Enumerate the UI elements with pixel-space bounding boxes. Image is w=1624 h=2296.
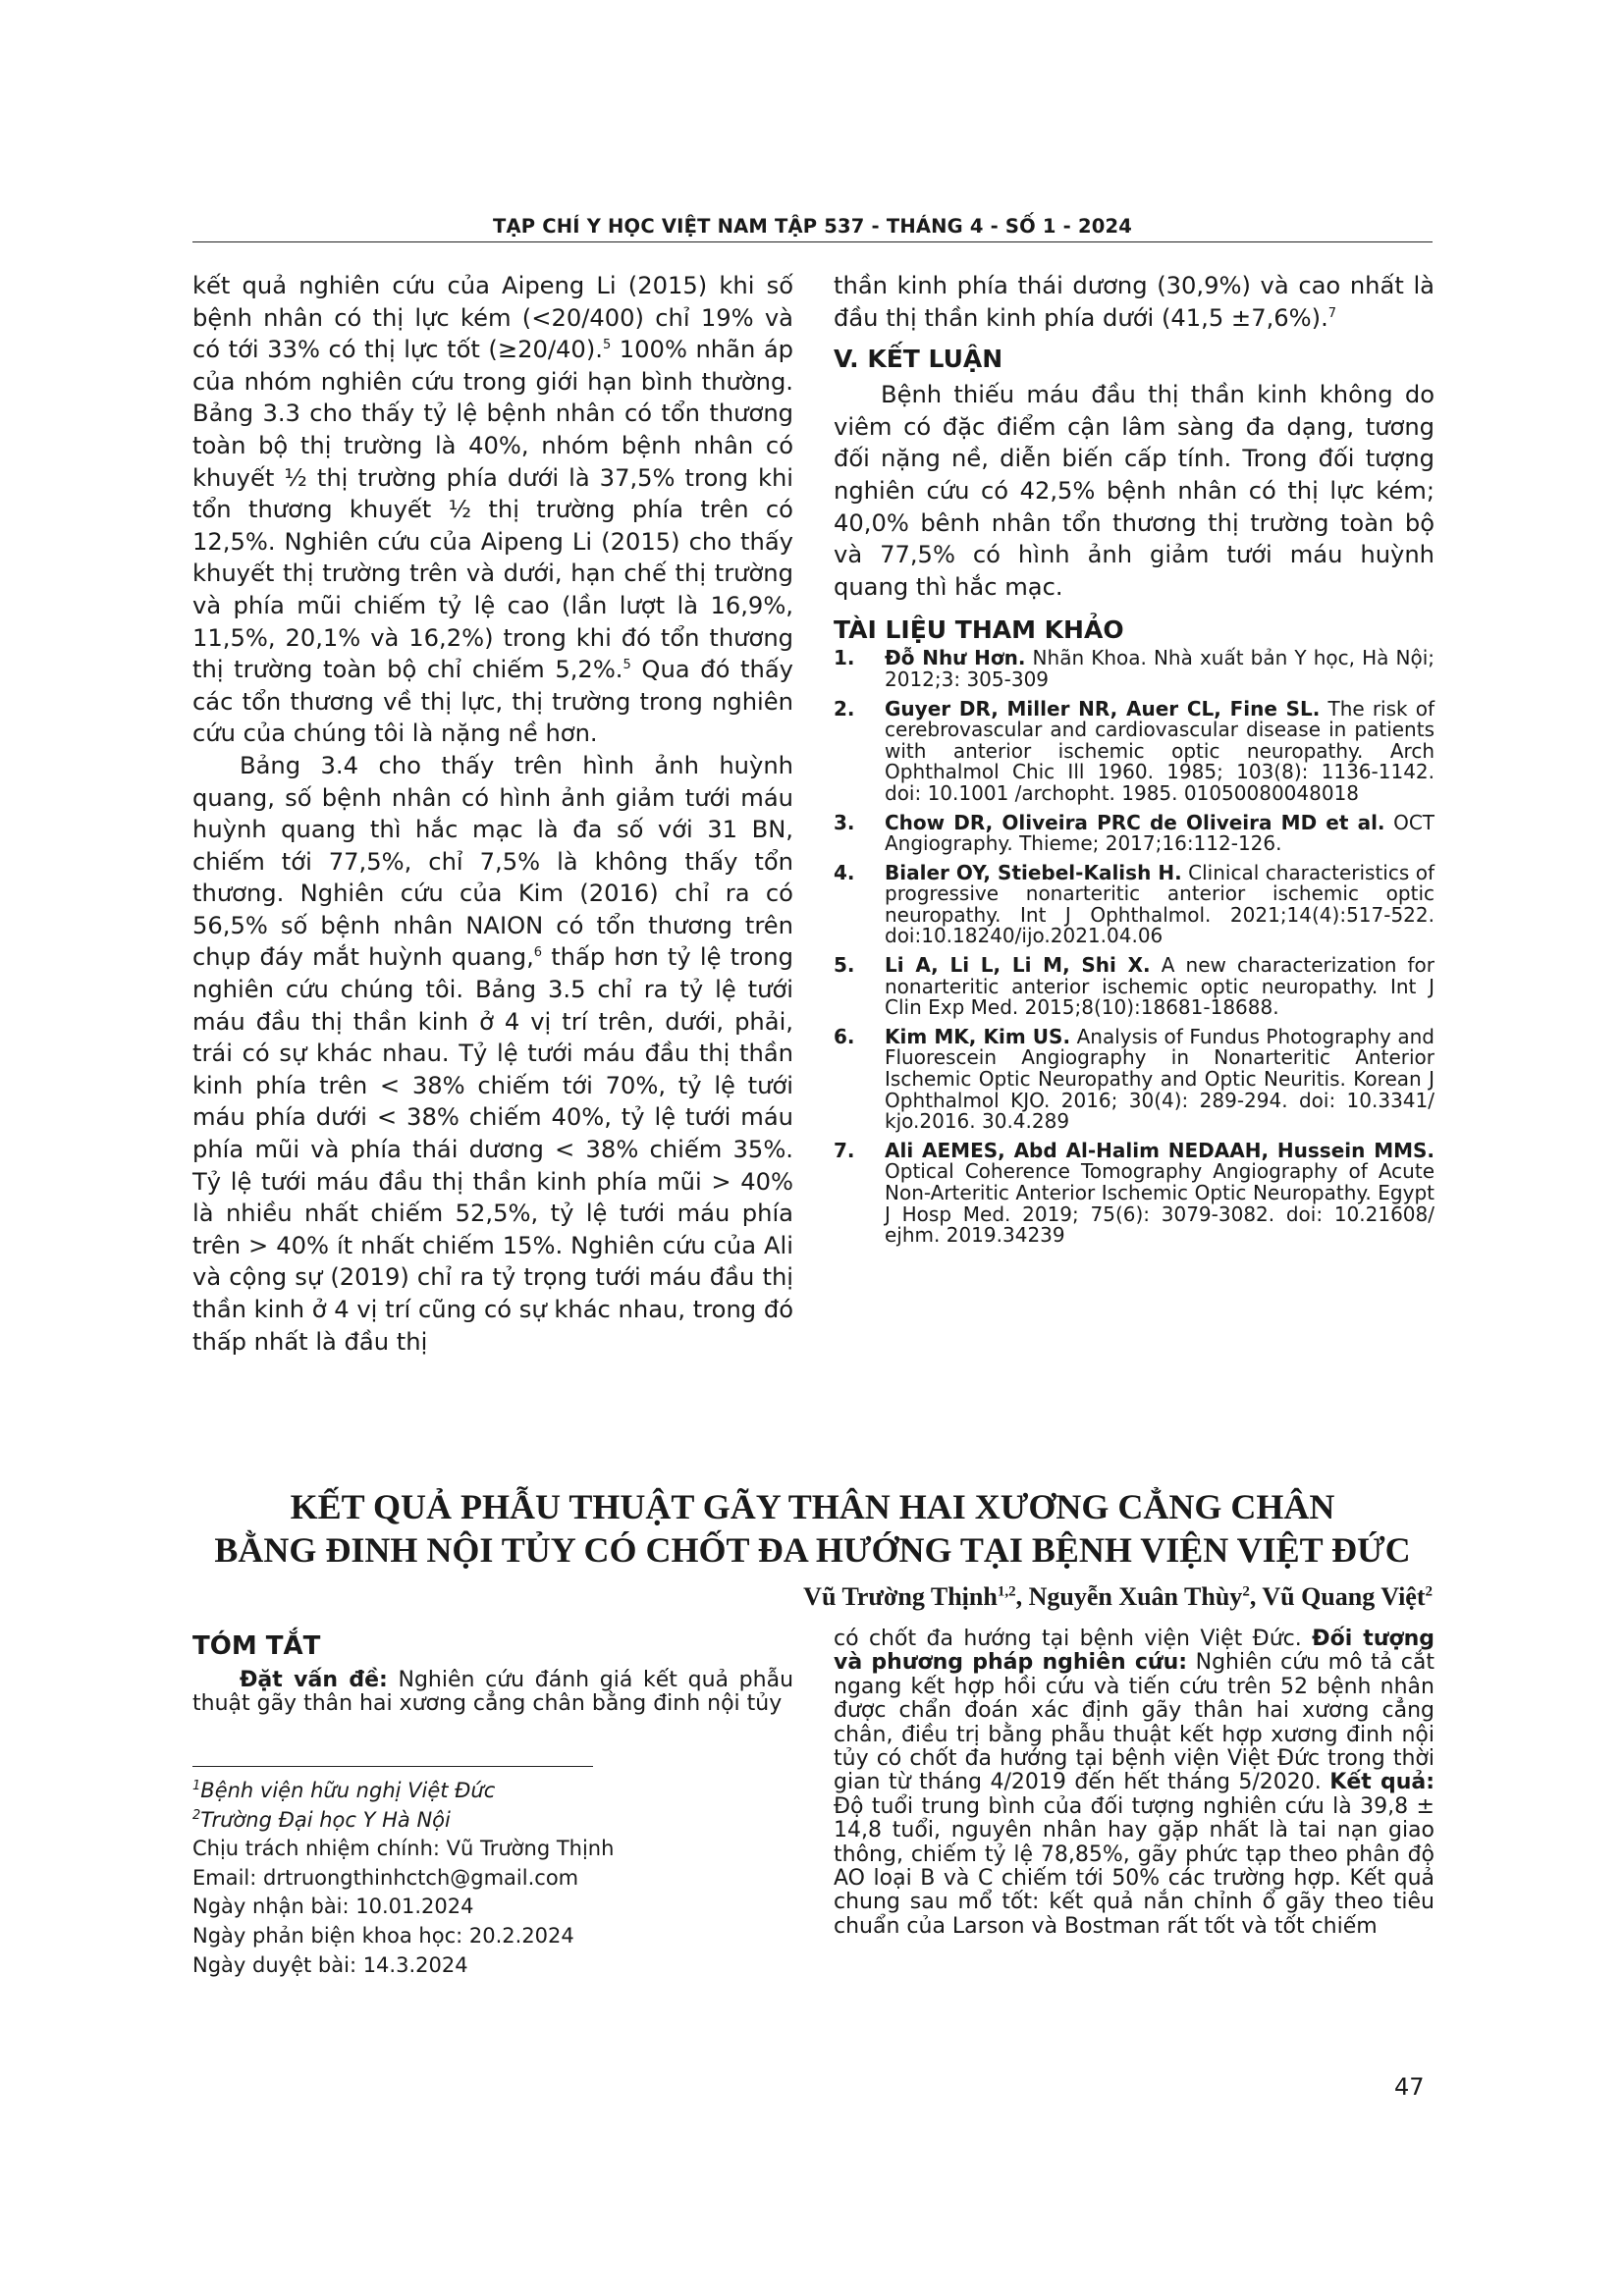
page-number: 47 (1394, 2073, 1425, 2101)
header-rule (192, 241, 1433, 242)
article-title (192, 1485, 1433, 1572)
date-accepted: Ngày duyệt bài: 14.3.2024 (192, 1952, 468, 1977)
author-name: Nguyễn Xuân Thùy (1028, 1582, 1243, 1611)
date-received: Ngày nhận bài: 10.01.2024 (192, 1895, 474, 1919)
conclusion-paragraph: Bệnh thiếu máu đầu thị thần kinh không do viêm có đặc điểm cận lâm sàng đa dạng, tương đối nặng nề, diễn biến cấp tính. Trong đối tượng nghiên cứu có 42,5% bệnh nhân có thị lực kém; 40,0% bênh nhân tổn thương thị trường toàn bộ và 77,5% có hình ảnh giảm tưới máu huỳnh quang thì hắc mạc. (834, 381, 1435, 601)
footnotes (192, 1777, 793, 1980)
discussion-paragraph-2: Bảng 3.4 cho thấy trên hình ảnh huỳnh quang, số bệnh nhân có hình ảnh giảm tưới máu huỳnh quang thì hắc mạc là đa số với 31 BN, chiếm tới 77,5%, chỉ 7,5% là không thấy tổn thương. Nghiên cứu của Kim (2016) chỉ ra có 56,5% số bệnh nhân NAION có tổn thương trên chụp đáy mắt huỳnh quang,$^6$ thấp hơn tỷ lệ trong nghiên cứu chúng tôi. Bảng 3.5 chỉ ra tỷ lệ tưới máu đầu thị thần kinh ở 4 vị trí trên, dưới, phải, trái có sự khác nhau. Tỷ lệ tưới máu đầu thị thần kinh phía trên < 38% chiếm tới 70%, tỷ lệ tưới máu phía dưới < 38% chiếm 40%, tỷ lệ tưới máu phía mũi và phía thái dương < 38% chiếm 35%. Tỷ lệ tưới máu đầu thị thần kinh phía mũi > 40% là nhiều nhất chiếm 52,5%, tỷ lệ tưới máu phía trên > 40% ít nhất chiếm 15%. Nghiên cứu của Ali và cộng sự (2019) chỉ ra tỷ trọng tưới máu đầu thị thần kinh ở 4 vị trí cũng có sự khác nhau, trong đó thấp nhất là đầu thị (192, 751, 793, 1356)
article-title-line-2: BẰNG ĐINH NỘI TỦY CÓ CHỐT ĐA HƯỚNG TẠI BỆNH VIỆN VIỆT ĐỨC (214, 1530, 1411, 1570)
discussion-paragraph-1: kết quả nghiên cứu của Aipeng Li (2015) khi số bệnh nhân có thị lực kém (<20/400) chỉ 19% và có tới 33% có thị lực tốt (≥20/40).$^5$ 100% nhãn áp của nhóm nghiên cứu trong giới hạn bình thường. Bảng 3.3 cho thấy tỷ lệ bệnh nhân có tổn thương toàn bộ thị trường là 40%, nhóm bệnh nhân có khuyết ½ thị trường phía dưới là 37,5% trong khi tổn thương khuyết ½ thị trường phía trên có 12,5%. Nghiên cứu của Aipeng Li (2015) cho thấy khuyết thị trường trên và dưới, hạn chế thị trường và phía mũi chiếm tỷ lệ cao (lần lượt là 16,9%, 11,5%, 20,1% và 16,2%) trong khi đó tổn thương thị trường toàn bộ chỉ chiếm 5,2%.$^5$ Qua đó thấy các tổn thương về thị lực, thị trường trong nghiên cứu của chúng tôi là nặng nề hơn. (192, 272, 793, 748)
reference-item: 5. Li A, Li L, Li M, Shi X. A new characterization for nonarteritic anterior ischemic optic neuropathy. Int J Clin Exp Med. 2015;8(10):18681-18688. (834, 953, 1435, 1020)
date-reviewed: Ngày phản biện khoa học: 20.2.2024 (192, 1923, 574, 1948)
journal-header: TẠP CHÍ Y HỌC VIỆT NAM TẬP 537 - THÁNG 4 - SỐ 1 - 2024 (492, 215, 1133, 238)
citation-superscript: 6 (533, 945, 543, 961)
reference-item: 7. Ali AEMES, Abd Al-Halim NEDAAH, Hussein MMS. Optical Coherence Tomography Angiography of Acute Non-Arteritic Anterior Ischemic Optic Neuropathy. Egypt J Hosp Med. 2019; 75(6): 3079-3082. doi: 10.21608/ ejhm. 2019.34239 (834, 1138, 1435, 1248)
citation-superscript: 5 (602, 338, 612, 353)
discussion-continuation: thần kinh phía thái dương (30,9%) và cao nhất là đầu thị thần kinh phía dưới (41,5 ±7,6%).$^7$ (834, 272, 1435, 332)
reference-item: 4. Bialer OY, Stiebel-Kalish H. Clinical characteristics of progressive nonarteritic anterior ischemic optic neuropathy. Int J Ophthalmol. 2021;14(4):517-522. doi:10.18240/ijo.2021.04.06 (834, 860, 1435, 948)
citation-superscript: 7 (1327, 305, 1337, 321)
right-column (834, 270, 1435, 1255)
author-affiliation: 2 (1242, 1583, 1250, 1600)
footnote-rule (192, 1766, 593, 1767)
abstract-text-continued: có chốt đa hướng tại bệnh viện Việt Đức. Đối tượng và phương pháp nghiên cứu: Nghiên cứu mô tả cắt ngang kết hợp hồi cứu và tiến cứu trên 52 bệnh nhân được chẩn đoán xác định gãy thân hai xương cẳng chân, điều trị bằng phẫu thuật kết hợp xương đinh nội tủy có chốt đa hướng tại bệnh viện Việt Đức trong thời gian từ tháng 4/2019 đến hết tháng 5/2020. Kết quả: Độ tuổi trung bình của đối tượng nghiên cứu là 39,8 ± 14,8 tuổi, nguyên nhân hay gặp nhất là tai nạn giao thông, chiếm tỷ lệ 78,85%, gãy phức tạp theo phân độ AO loại B và C chiếm tới 50% các trường hợp. Kết quả chung sau mổ tốt: kết quả nắn chỉnh ổ gãy theo tiêu chuẩn của Larson và Bostman rất tốt và tốt chiếm (834, 1627, 1435, 1939)
reference-item: 6. Kim MK, Kim US. Analysis of Fundus Photography and Fluorescein Angiography in Nonarteritic Anterior Ischemic Optic Neuropathy and Optic Neuritis. Korean J Ophthalmol KJO. 2016; 30(4): 289-294. doi: 10.3341/ kjo.2016. 30.4.289 (834, 1024, 1435, 1134)
reference-item: 3. Chow DR, Oliveira PRC de Oliveira MD et al. OCT Angiography. Thieme; 2017;16:112-126. (834, 810, 1435, 856)
article-authors: Vũ Trường Thịnh$^{1,2}$, Nguyễn Xuân Thùy$^2$, Vũ Quang Việt$^2$ (803, 1582, 1433, 1611)
left-column (192, 270, 793, 1358)
affiliation-2: $^2$Trường Đại học Y Hà Nội (192, 1807, 451, 1832)
citation-superscript: 5 (623, 658, 631, 673)
abstract-heading: TÓM TẮT (192, 1631, 321, 1661)
abstract-text-start: Đặt vấn đề: Nghiên cứu đánh giá kết quả phẫu thuật gãy thân hai xương cẳng chân bằng đinh nội tủy (192, 1668, 794, 1717)
author-name: Vũ Quang Việt (1262, 1582, 1426, 1611)
reference-item: 1. Đỗ Như Hơn. Nhãn Khoa. Nhà xuất bản Y học, Hà Nội; 2012;3: 305-309 (834, 646, 1435, 691)
abstract-right (834, 1628, 1435, 1939)
reference-list (834, 648, 1435, 1246)
contact-email: Email: drtruongthinhctch@gmail.com (192, 1865, 579, 1890)
article-title-line-1: KẾT QUẢ PHẪU THUẬT GÃY THÂN HAI XƯƠNG CẲNG CHÂN (290, 1487, 1335, 1526)
abstract-left (192, 1631, 793, 1717)
author-affiliation: 1,2 (997, 1583, 1016, 1600)
conclusion-heading: V. KẾT LUẬN (834, 345, 1003, 374)
references-heading: TÀI LIỆU THAM KHẢO (834, 615, 1124, 645)
affiliation-1: $^1$Bệnh viện hữu nghị Việt Đức (192, 1779, 496, 1802)
reference-item: 2. Guyer DR, Miller NR, Auer CL, Fine SL. The risk of cerebrovascular and cardiovascular disease in patients with anterior ischemic optic neuropathy. Arch Ophthalmol Chic Ill 1960. 1985; 103(8): 1136-1142. doi: 10.1001 /archopht. 1985. 01050080048018 (834, 696, 1435, 805)
responsible-author: Chịu trách nhiệm chính: Vũ Trường Thịnh (192, 1837, 615, 1861)
author-name: Vũ Trường Thịnh (803, 1582, 998, 1611)
author-affiliation: 2 (1425, 1583, 1433, 1600)
